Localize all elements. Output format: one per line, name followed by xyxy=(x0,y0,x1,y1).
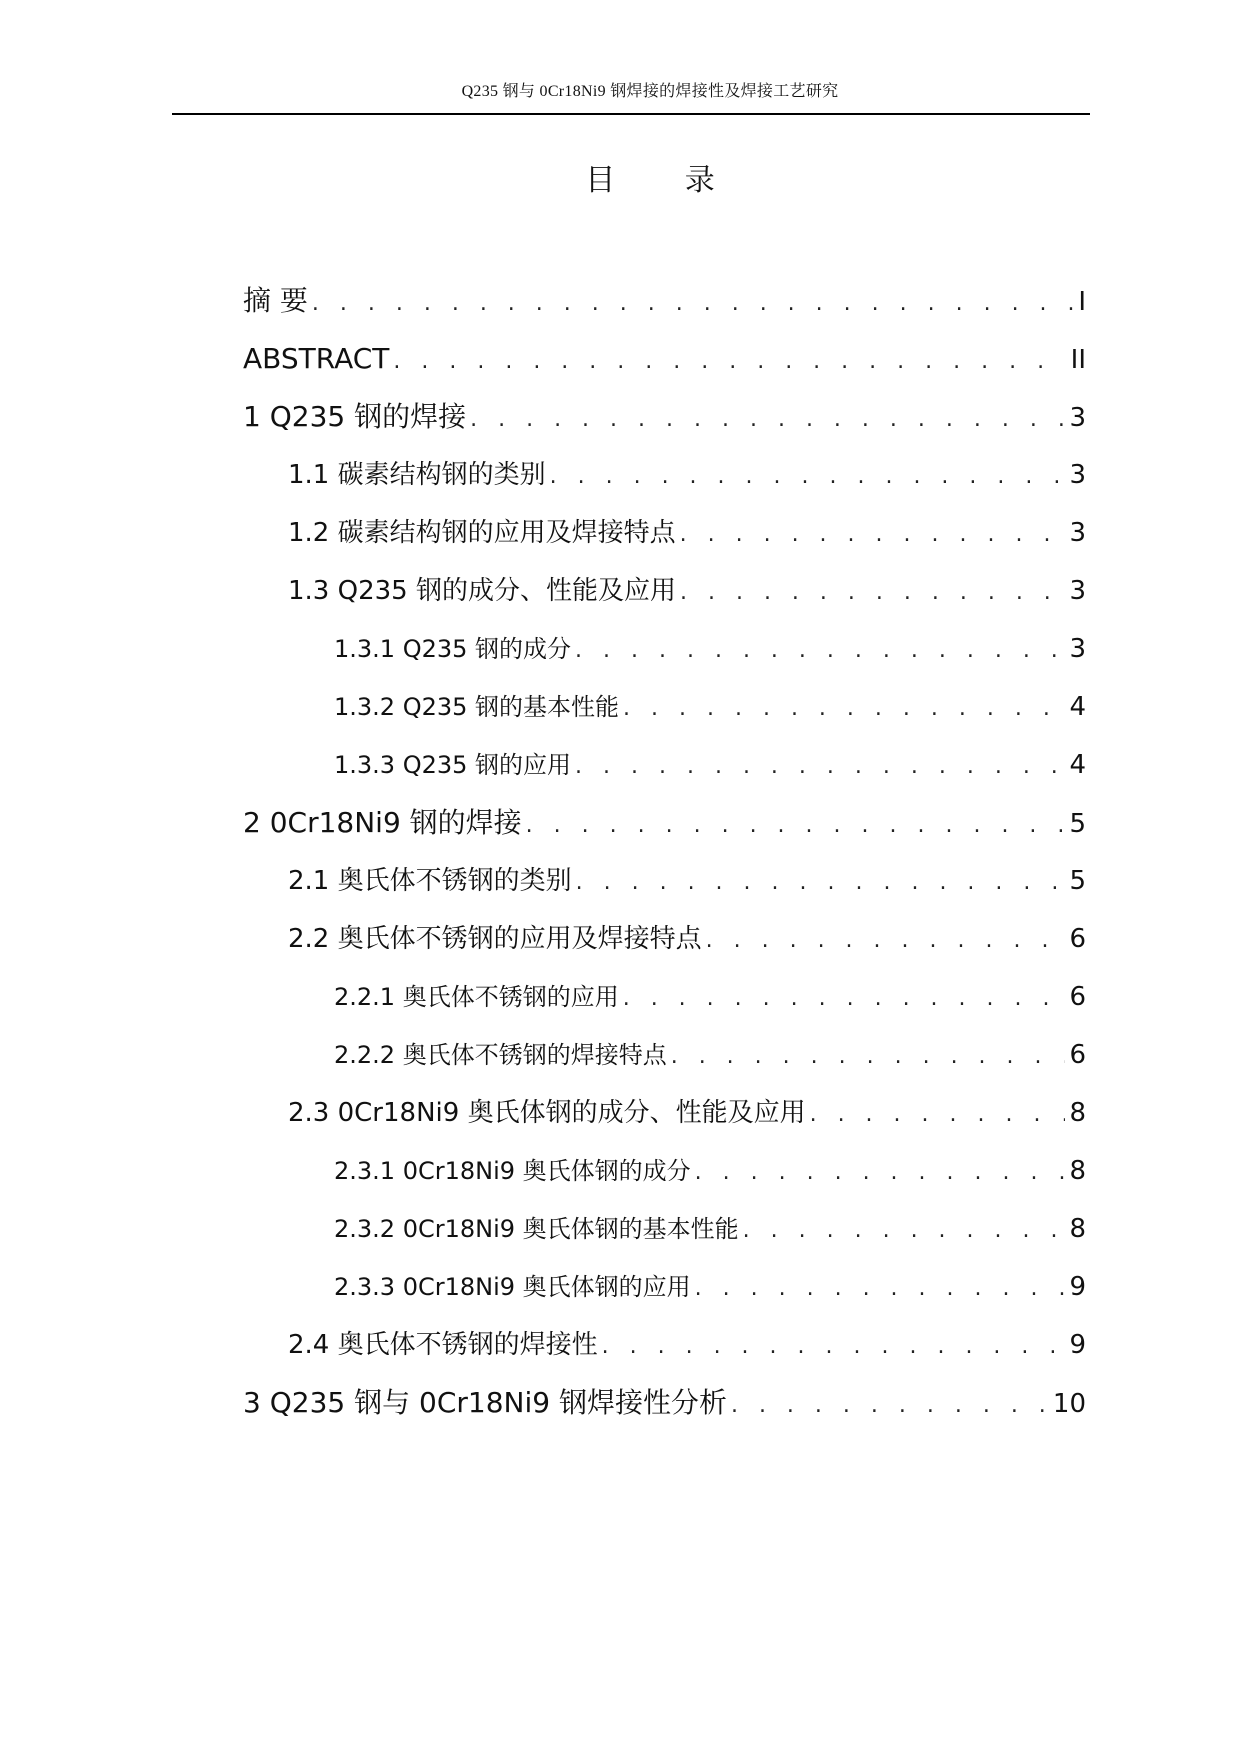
toc-dot-leader xyxy=(671,1033,1066,1081)
toc-entry-label: 2.2.1 奥氏体不锈钢的应用 xyxy=(334,983,619,1011)
toc-page-number: 8 xyxy=(1069,1156,1086,1186)
toc-page-number: II xyxy=(1070,345,1086,375)
toc-entry-label: 2.2.2 奥氏体不锈钢的焊接特点 xyxy=(334,1041,667,1069)
toc-dot-leader xyxy=(470,396,1065,444)
toc-page-number: 3 xyxy=(1069,460,1086,490)
toc-dot-leader xyxy=(393,338,1066,386)
toc-dot-leader xyxy=(575,743,1065,791)
toc-entry-1-1[interactable] xyxy=(288,451,1086,499)
toc-entry-abstract-en[interactable] xyxy=(243,335,1086,383)
toc-dot-leader xyxy=(312,280,1074,328)
toc-entry-chapter-1[interactable] xyxy=(243,393,1086,441)
toc-page-number: 4 xyxy=(1069,692,1086,722)
toc-entry-label: 1.3.3 Q235 钢的应用 xyxy=(334,751,572,779)
toc-page-number: 3 xyxy=(1069,403,1086,433)
toc-entry-label: 1.3.1 Q235 钢的成分 xyxy=(334,635,572,663)
toc-entry-label: 2.3.2 0Cr18Ni9 奥氏体钢的基本性能 xyxy=(334,1215,739,1243)
toc-entry-1-3[interactable] xyxy=(288,567,1086,615)
toc-entry-1-3-1[interactable] xyxy=(334,625,1086,673)
toc-page-number: 6 xyxy=(1069,924,1086,954)
toc-page-number: 8 xyxy=(1069,1214,1086,1244)
toc-entry-2-4[interactable] xyxy=(288,1321,1086,1369)
toc-dot-leader xyxy=(575,627,1065,675)
toc-entry-2-1[interactable] xyxy=(288,857,1086,905)
toc-entry-label: 3 Q235 钢与 0Cr18Ni9 钢焊接性分析 xyxy=(243,1386,727,1419)
toc-entry-label: 1 Q235 钢的焊接 xyxy=(243,400,467,433)
toc-entry-2-3-2[interactable] xyxy=(334,1205,1086,1253)
toc-entry-2-2-2[interactable] xyxy=(334,1031,1086,1079)
toc-entry-label: 摘 要 xyxy=(243,284,308,317)
toc-entry-2-3-1[interactable] xyxy=(334,1147,1086,1195)
toc-entry-label: 2.3 0Cr18Ni9 奥氏体钢的成分、性能及应用 xyxy=(288,1098,806,1128)
toc-entry-2-2[interactable] xyxy=(288,915,1086,963)
toc-dot-leader xyxy=(576,859,1066,907)
toc-page-number: 6 xyxy=(1069,982,1086,1012)
toc-dot-leader xyxy=(743,1207,1066,1255)
toc-page-number: 8 xyxy=(1069,1098,1086,1128)
toc-entry-1-3-3[interactable] xyxy=(334,741,1086,789)
toc-dot-leader xyxy=(695,1265,1066,1313)
toc-entry-label: 1.3 Q235 钢的成分、性能及应用 xyxy=(288,576,676,606)
toc-page-number: 6 xyxy=(1069,1040,1086,1070)
toc-page-number: 9 xyxy=(1069,1330,1086,1360)
toc-dot-leader xyxy=(602,1323,1066,1371)
toc-dot-leader xyxy=(810,1091,1066,1139)
toc-page-number: 3 xyxy=(1069,634,1086,664)
toc-entry-label: 1.3.2 Q235 钢的基本性能 xyxy=(334,693,620,721)
toc-dot-leader xyxy=(526,802,1066,850)
toc-dot-leader xyxy=(680,569,1065,617)
toc-dot-leader xyxy=(706,917,1066,965)
header-rule xyxy=(172,113,1090,115)
toc-dot-leader xyxy=(731,1382,1049,1430)
toc-entry-2-3-3[interactable] xyxy=(334,1263,1086,1311)
toc-page-number: I xyxy=(1078,287,1086,317)
toc-page-number: 9 xyxy=(1069,1272,1086,1302)
toc-page-number: 5 xyxy=(1069,866,1086,896)
running-header: Q235 钢与 0Cr18Ni9 钢焊接的焊接性及焊接工艺研究 xyxy=(461,83,839,100)
toc-entry-label: 2.3.1 0Cr18Ni9 奥氏体钢的成分 xyxy=(334,1157,691,1185)
toc-dot-leader xyxy=(695,1149,1066,1197)
toc-entry-2-2-1[interactable] xyxy=(334,973,1086,1021)
toc-page-number: 3 xyxy=(1069,576,1086,606)
toc-page-number: 5 xyxy=(1069,809,1086,839)
toc-entry-label: 2 0Cr18Ni9 钢的焊接 xyxy=(243,806,522,839)
toc-entry-2-3[interactable] xyxy=(288,1089,1086,1137)
toc-dot-leader xyxy=(680,511,1066,559)
toc-page-number: 10 xyxy=(1052,1389,1086,1419)
toc-entry-label: 2.3.3 0Cr18Ni9 奥氏体钢的应用 xyxy=(334,1273,691,1301)
toc-entry-label: 2.1 奥氏体不锈钢的类别 xyxy=(288,866,572,896)
toc-entry-abstract-cn[interactable] xyxy=(243,277,1086,325)
toc-entry-label: ABSTRACT xyxy=(243,342,390,375)
toc-entry-label: 1.1 碳素结构钢的类别 xyxy=(288,460,546,490)
toc-entry-label: 2.2 奥氏体不锈钢的应用及焊接特点 xyxy=(288,924,702,954)
toc-entry-label: 1.2 碳素结构钢的应用及焊接特点 xyxy=(288,518,676,548)
toc-entry-chapter-3[interactable] xyxy=(243,1379,1086,1427)
toc-entry-1-3-2[interactable] xyxy=(334,683,1086,731)
toc-dot-leader xyxy=(550,453,1066,501)
toc-entry-label: 2.4 奥氏体不锈钢的焊接性 xyxy=(288,1330,598,1360)
toc-dot-leader xyxy=(623,975,1066,1023)
toc-entry-chapter-2[interactable] xyxy=(243,799,1086,847)
toc-dot-leader xyxy=(623,685,1065,733)
toc-entry-1-2[interactable] xyxy=(288,509,1086,557)
toc-page-number: 3 xyxy=(1069,518,1086,548)
toc-page-number: 4 xyxy=(1069,750,1086,780)
toc-title: 目 录 xyxy=(585,163,745,198)
